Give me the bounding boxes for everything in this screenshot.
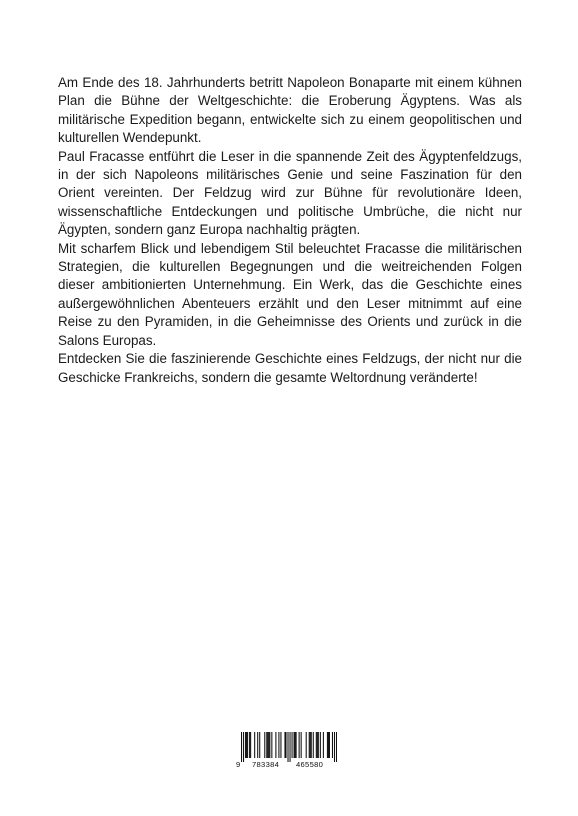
barcode-bar (246, 732, 247, 758)
barcode-bar (285, 732, 286, 758)
barcode-bar (241, 732, 242, 762)
blurb-paragraph-1: Am Ende des 18. Jahrhunderts betritt Napoleon Bonaparte mit einem kühnen Plan die Bühne der Weltgeschichte: die Eroberung Ägyptens. Was als militärische Expedition begann, entwickelte sich zu einem geopolitischen und kulturellen Wendepunkt. (58, 75, 522, 146)
barcode-bar (329, 732, 330, 758)
barcode-bar (250, 732, 251, 758)
barcode-bar (316, 732, 317, 758)
barcode-bar (254, 732, 255, 758)
barcode-bar (280, 732, 281, 758)
barcode-digits (236, 759, 340, 770)
barcode-bar (328, 732, 329, 758)
barcode-bar (317, 732, 318, 758)
barcode-bar (243, 732, 244, 762)
barcode-bar (309, 732, 310, 758)
blurb-paragraph-4: Entdecken Sie die faszinierende Geschichte eines Feldzugs, der nicht nur die Geschicke Frankreichs, sondern die gesamte Weltordnung veränderte! (58, 351, 522, 385)
barcode-bar (311, 732, 312, 758)
barcode-bar (299, 732, 300, 758)
barcode-bar (336, 732, 337, 762)
barcode-bar (259, 732, 260, 758)
barcode-bar (269, 732, 270, 758)
barcode-bar (249, 732, 250, 758)
barcode-bar (257, 732, 258, 758)
blurb-text (58, 74, 522, 387)
barcode-bar (332, 732, 333, 758)
barcode-bar (264, 732, 265, 758)
barcode-digit-first: 9 (236, 760, 241, 769)
barcode-bar (334, 732, 335, 762)
barcode-bar (318, 732, 319, 758)
barcode-bar (290, 732, 291, 762)
barcode-digits-right: 465580 (296, 760, 324, 769)
barcode-bar (320, 732, 321, 758)
blurb-paragraph-3: Mit scharfem Blick und lebendigem Stil beleuchtet Fracasse die militärischen Strategien, die kulturellen Begegnungen und die weitreichenden Folgen dieser ambitionierten Unternehmung. Ein Werk, das die Geschichte eines außergewöhnlichen Abenteuers erzählt und den Leser mitnimmt auf eine Reise zu den Pyramiden, in die Geheimnisse des Orients und zurück in die Salons Europas. (58, 240, 522, 348)
barcode-bar (292, 732, 293, 758)
barcode-bar (323, 732, 324, 758)
barcode-bar (296, 732, 297, 758)
barcode-bars (241, 732, 337, 762)
barcode-bar (301, 732, 302, 758)
blurb-paragraph-2: Paul Fracasse entführt die Leser in die spannende Zeit des Ägyptenfeldzugs, in der sich Napoleons militärisches Genie und seine Faszination für den Orient vereinten. Der Feldzug wird zur Bühne für revolutionäre Ideen, wissenschaftliche Entdeckungen und politische Umbrüche, die nicht nur Ägypten, sondern ganz Europa nachhaltig prägten. (58, 148, 522, 238)
barcode-bar (287, 732, 288, 762)
barcode-bar (267, 732, 268, 758)
barcode-digits-left: 783384 (252, 760, 280, 769)
barcode-bar (306, 732, 307, 758)
barcode-bar (268, 732, 269, 758)
barcode-bar (271, 732, 272, 758)
isbn-barcode (236, 732, 340, 772)
barcode-bar (266, 732, 267, 758)
barcode-bar (295, 732, 296, 758)
barcode-bar (245, 732, 246, 758)
barcode-bar (294, 732, 295, 758)
barcode-bar (275, 732, 276, 758)
barcode-bar (310, 732, 311, 758)
barcode-bar (327, 732, 328, 758)
barcode-bar (313, 732, 314, 758)
barcode-bar (284, 732, 285, 758)
barcode-bar (247, 732, 248, 758)
barcode-bar (278, 732, 279, 758)
